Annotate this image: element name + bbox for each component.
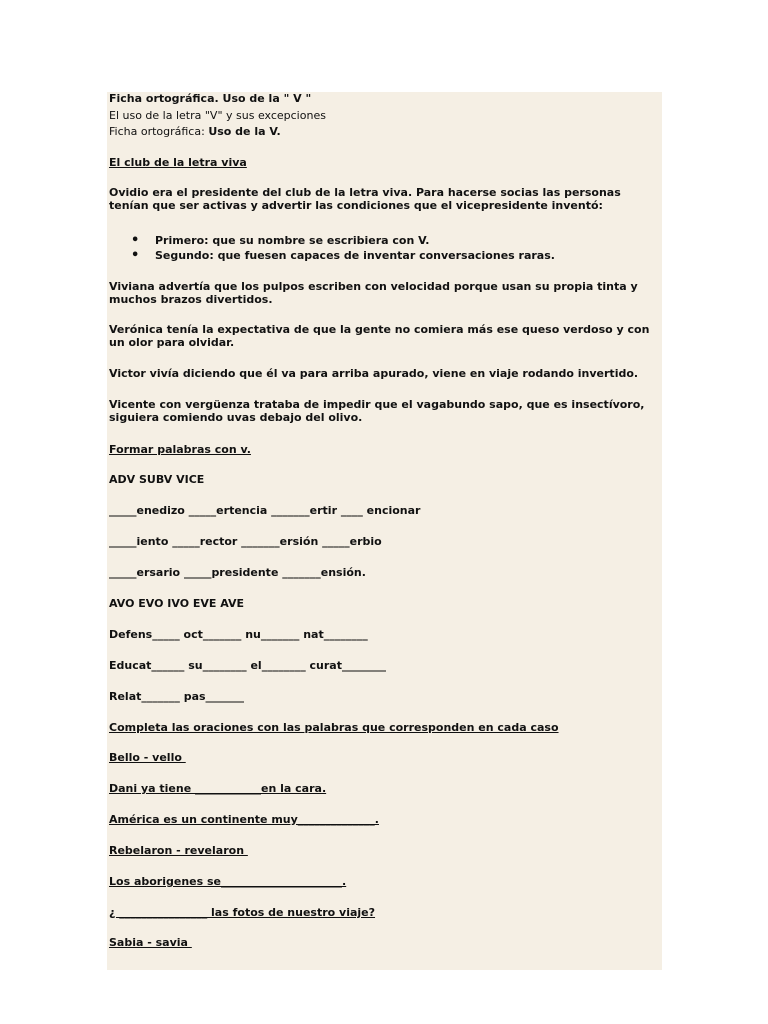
sentence-aborigenes: Los aborigenes se______________________. [109, 875, 347, 888]
paragraph-viviana: Viviana advertía que los pulpos escriben con velocidad porque usan su propia tinta y muchos brazos divertidos. [109, 280, 638, 306]
prefix-row: _____enedizo _____ertencia _______ertir ____ encionar [109, 504, 421, 517]
sentence-dani: Dani ya tiene ____________en la cara. [109, 782, 327, 795]
document-subtitle: El uso de la letra "V" y sus excepciones [109, 109, 326, 122]
word-pair-rebelaron-revelaron: Rebelaron - revelaron [109, 844, 248, 857]
paragraph-victor: Victor vivía diciendo que él va para arriba apurado, viene en viaje rodando invertido. [109, 367, 639, 380]
list-item: • Primero: que su nombre se escribiera con V. [131, 233, 657, 248]
sheet-label-text: Ficha ortográfica: [109, 125, 209, 138]
paragraph-vicente: Vicente con vergüenza trataba de impedir que el vagabundo sapo, que es insectívoro, siguiera comiendo uvas debajo del olivo. [109, 398, 645, 424]
completa-heading: Completa las oraciones con las palabras que corresponden en cada caso [109, 721, 559, 734]
suffix-row: Educat______ su________ el________ curat________ [109, 659, 386, 672]
conditions-list [109, 233, 657, 263]
word-pair-bello-vello: Bello - vello [109, 751, 186, 764]
prefixes-label: ADV SUBV VICE [109, 473, 205, 486]
sheet-label [109, 125, 281, 138]
club-intro: Ovidio era el presidente del club de la letra viva. Para hacerse socias las personas tenían que ser activas y advertir las condiciones que el vicepresidente inventó: [109, 186, 621, 212]
paragraph-veronica: Verónica tenía la expectativa de que la gente no comiera más ese queso verdoso y con un olor para olvidar. [109, 323, 650, 349]
suffix-row: Relat_______ pas_______ [109, 690, 245, 703]
document-title: Ficha ortográfica. Uso de la " V " [109, 92, 312, 105]
word-pair-sabia-savia: Sabia - savia [109, 936, 192, 949]
formar-heading: Formar palabras con v. [109, 443, 251, 456]
suffix-row: Defens_____ oct_______ nu_______ nat________ [109, 628, 368, 641]
sentence-fotos: ¿ ________________ las fotos de nuestro viaje? [109, 906, 376, 919]
prefix-row: _____iento _____rector _______ersión _____erbio [109, 535, 382, 548]
sheet-label-bold: Uso de la V. [208, 125, 281, 138]
list-item: • Segundo: que fuesen capaces de inventar conversaciones raras. [131, 248, 657, 263]
sentence-america: América es un continente muy______________. [109, 813, 379, 826]
suffixes-label: AVO EVO IVO EVE AVE [109, 597, 245, 610]
document-page [107, 92, 662, 970]
prefix-row: _____ersario _____presidente _______ensión. [109, 566, 366, 579]
club-heading: El club de la letra viva [109, 156, 247, 169]
